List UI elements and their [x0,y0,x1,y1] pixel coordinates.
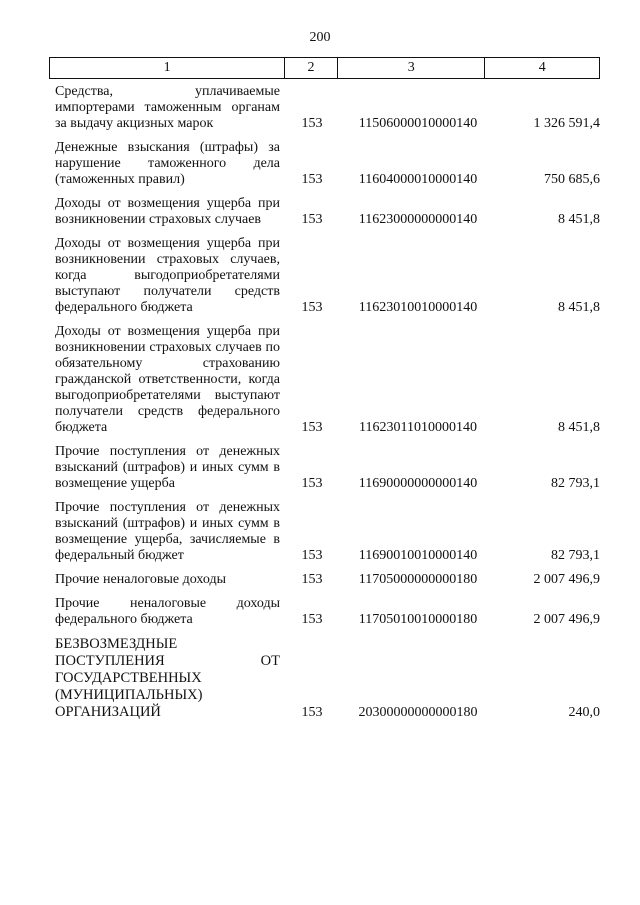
row-kbk: 11623011010000140 [359,420,477,435]
row-sum: 8 451,8 [558,300,600,315]
header-col-1: 1 [50,58,285,78]
row-name: Прочие поступления от денежных взысканий (штрафов) и иных сумм в возмещение ущерба, зачисляемые в федеральный бюджет [55,500,280,563]
table-row [55,324,600,436]
row-name: Доходы от возмещения ущерба при возникновении страховых случаев, когда выгодоприобретателями выступают получатели средств федерального бюджета [55,236,280,315]
row-kbk: 20300000000000180 [358,705,478,720]
row-sum: 8 451,8 [558,212,600,227]
row-admin-code: 153 [301,476,323,491]
header-col-2: 2 [285,58,338,78]
row-name: Прочие поступления от денежных взысканий (штрафов) и иных сумм в возмещение ущерба [55,444,280,491]
table-row [55,140,600,188]
row-admin-code: 153 [301,572,323,587]
table-row [55,500,600,564]
row-name: Доходы от возмещения ущерба при возникновении страховых случаев по обязательному страхованию гражданской ответственности, когда выгодоприобретателями выступают получатели средств федерального бюджета [55,324,280,435]
row-admin-code: 153 [301,705,323,720]
row-name: Средства, уплачиваемые импортерами таможенным органам за выдачу акцизных марок [55,84,280,131]
table-row [55,236,600,316]
table-row [55,84,600,132]
row-admin-code: 153 [301,116,323,131]
row-name: Денежные взыскания (штрафы) за нарушение таможенного дела (таможенных правил) [55,140,280,187]
row-kbk: 11705000000000180 [358,572,478,587]
row-kbk: 11623010010000140 [358,300,478,315]
row-name: Доходы от возмещения ущерба при возникновении страховых случаев [55,196,280,227]
row-sum: 2 007 496,9 [533,572,600,587]
table-row [55,596,600,628]
row-sum: 82 793,1 [551,476,600,491]
row-admin-code: 153 [301,212,323,227]
row-name: БЕЗВОЗМЕЗДНЫЕ ПОСТУПЛЕНИЯ ОТ ГОСУДАРСТВЕННЫХ (МУНИЦИПАЛЬНЫХ) ОРГАНИЗАЦИЙ [55,636,280,720]
row-sum: 2 007 496,9 [533,612,600,627]
table-row [55,196,600,228]
row-sum: 240,0 [568,705,600,720]
row-sum: 750 685,6 [544,172,600,187]
row-kbk: 11506000010000140 [358,116,478,131]
row-kbk: 11690010010000140 [358,548,478,563]
row-kbk: 11690000000000140 [358,476,478,491]
table-body [55,84,600,729]
row-admin-code: 153 [301,548,323,563]
row-admin-code: 153 [301,420,323,435]
table-header [49,57,600,79]
table-row [55,444,600,492]
header-col-3: 3 [338,58,485,78]
row-name: Прочие неналоговые доходы [55,572,227,587]
row-sum: 1 326 591,4 [533,116,600,131]
row-sum: 82 793,1 [551,548,600,563]
page-number: 200 [309,30,331,45]
header-col-4: 4 [538,60,546,75]
row-kbk: 11604000010000140 [358,172,478,187]
row-name: Прочие неналоговые доходы федерального бюджета [55,596,280,627]
row-admin-code: 153 [301,172,323,187]
table-row [55,572,600,588]
table-row [55,636,600,721]
row-sum: 8 451,8 [558,420,600,435]
row-kbk: 11623000000000140 [358,212,478,227]
row-kbk: 11705010010000180 [358,612,478,627]
row-admin-code: 153 [301,612,323,627]
row-admin-code: 153 [301,300,323,315]
